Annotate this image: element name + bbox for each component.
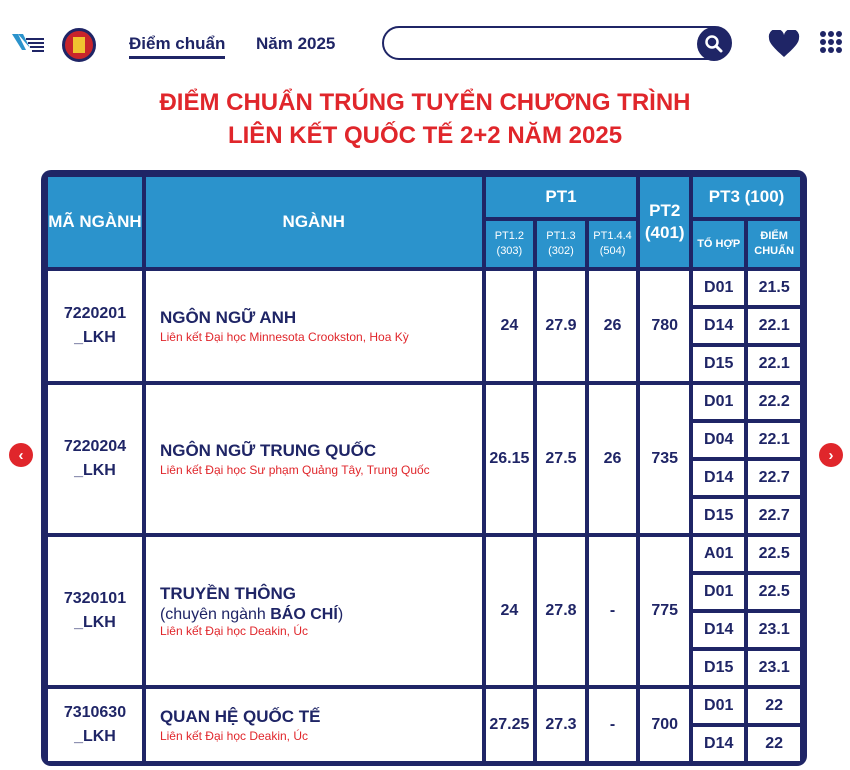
subject-combo: A01 [693,537,744,571]
score-pt13: 27.9 [537,271,584,381]
score-pt144: - [589,689,637,761]
pt3-score: 22.1 [748,423,800,457]
pt3-score: 22.7 [748,499,800,533]
major-name: NGÔN NGỮ TRUNG QUỐC [159,441,377,460]
title-line-2: LIÊN KẾT QUỐC TẾ 2+2 NĂM 2025 [227,122,623,149]
university-logo[interactable] [12,34,44,54]
partner-university: Liên kết Đại học Deakin, Úc [159,729,309,743]
major-specialization [160,606,482,624]
pt3-score: 22.2 [748,385,800,419]
subject-combo: D15 [693,499,744,533]
score-pt2: 700 [640,689,689,761]
major-code-number: 7220201 [63,305,127,322]
pt144-label: PT1.4.4 [593,230,632,242]
pt3-score: 22.1 [748,309,800,343]
nav-link-diem-chuan[interactable]: Điểm chuẩn [129,34,225,59]
major-name: NGÔN NGỮ ANH [159,308,297,327]
subject-combo: D04 [693,423,744,457]
major-name: TRUYỀN THÔNG [159,584,296,603]
header-pt3: PT3 (100) [693,177,800,217]
major-code-suffix: _LKH [74,728,116,745]
header-pt13 [537,221,584,267]
pt3-score: 22 [748,727,800,761]
pt3-score: 23.1 [748,613,800,647]
subject-combo: D14 [693,727,744,761]
score-pt2: 735 [640,385,689,533]
major-code-suffix: _LKH [74,614,116,631]
page-title [0,86,850,152]
header-pt2 [640,177,689,267]
pt3-score: 22 [748,689,800,723]
header-to-hop: TỔ HỢP [693,221,744,267]
score-table [44,173,804,765]
pt144-code: (504) [599,245,626,257]
score-pt144: 26 [589,385,637,533]
score-pt13: 27.5 [537,385,584,533]
major-name-cell [146,385,482,533]
pt3-score: 23.1 [748,651,800,685]
major-name-cell [146,689,482,761]
pt2-code: (401) [644,223,685,242]
score-pt2: 775 [640,537,689,685]
title-line-1: ĐIỂM CHUẨN TRÚNG TUYỂN CHƯƠNG TRÌNH [159,89,691,116]
partner-university: Liên kết Đại học Sư phạm Quảng Tây, Trung Quốc [159,463,430,477]
score-pt13: 27.8 [537,537,584,685]
specialization-name: BÁO CHÍ [270,606,338,623]
major-code-suffix: _LKH [74,462,116,479]
score-pt12: 24 [486,537,534,685]
score-pt12: 26.15 [486,385,534,533]
search-box [382,26,732,60]
major-code [48,689,142,761]
major-code-suffix: _LKH [74,329,116,346]
specialization-prefix: (chuyên ngành [159,606,271,623]
pt3-score: 22.7 [748,461,800,495]
table-row [48,537,800,571]
subject-combo: D15 [693,651,744,685]
search-input[interactable] [398,28,698,58]
chevron-left-icon: ‹ [18,446,24,464]
apps-grid-icon[interactable] [820,31,842,53]
subject-combo: D14 [693,309,744,343]
pt12-code: (303) [496,245,523,257]
subject-combo: D15 [693,347,744,381]
header-ma-nganh: MÃ NGÀNH [48,177,142,267]
score-table-frame [41,170,807,766]
major-code [48,537,142,685]
pt2-label: PT2 [649,201,681,220]
next-arrow-button[interactable] [819,443,843,467]
pt13-label: PT1.3 [546,230,576,242]
major-name-cell [146,537,482,685]
nav-link-nam-2025[interactable]: Năm 2025 [256,34,336,53]
major-name: QUAN HỆ QUỐC TẾ [159,707,321,726]
subject-combo: D01 [693,271,744,305]
chevron-right-icon: › [828,446,834,464]
table-row [48,385,800,419]
specialization-suffix: ) [337,606,344,623]
major-code [48,271,142,381]
pt13-code: (302) [548,245,574,257]
table-body [48,271,800,761]
major-code-number: 7320101 [63,590,127,607]
score-pt12: 27.25 [486,689,534,761]
score-pt2: 780 [640,271,689,381]
major-code-number: 7310630 [63,704,127,721]
heart-icon[interactable] [768,30,800,58]
subject-combo: D01 [693,575,744,609]
subject-combo: D01 [693,689,744,723]
header-nganh: NGÀNH [146,177,482,267]
major-name-cell [146,271,482,381]
table-row [48,271,800,305]
pt3-score: 22.5 [748,575,800,609]
subject-combo: D01 [693,385,744,419]
partner-university: Liên kết Đại học Deakin, Úc [159,624,309,638]
header-pt144 [589,221,637,267]
header-pt12 [486,221,534,267]
search-icon [704,34,724,54]
prev-arrow-button[interactable] [9,443,33,467]
top-nav [0,24,850,64]
header-diem-chuan: ĐIỂM CHUẨN [748,221,800,267]
score-pt144: - [589,537,637,685]
table-row [48,689,800,723]
header-pt1: PT1 [486,177,637,217]
pt3-score: 22.5 [748,537,800,571]
partner-university: Liên kết Đại học Minnesota Crookston, Hoa Kỳ [159,330,409,344]
pt12-label: PT1.2 [494,230,525,242]
pt3-score: 21.5 [748,271,800,305]
major-code [48,385,142,533]
subject-combo: D14 [693,613,744,647]
major-code-number: 7220204 [63,438,127,455]
emblem-logo[interactable] [62,28,96,62]
pt3-score: 22.1 [748,347,800,381]
search-button[interactable] [697,27,731,61]
score-pt13: 27.3 [537,689,584,761]
subject-combo: D14 [693,461,744,495]
score-pt144: 26 [589,271,637,381]
score-pt12: 24 [486,271,534,381]
